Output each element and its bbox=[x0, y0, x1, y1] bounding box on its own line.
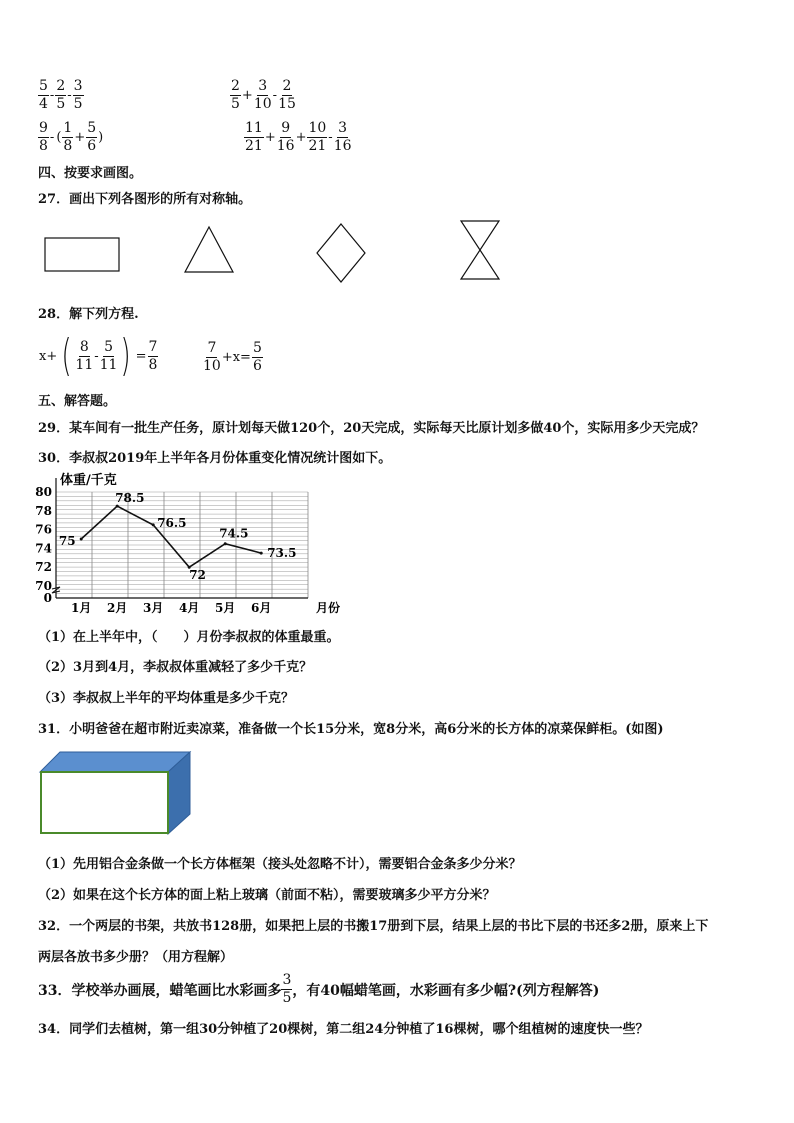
question-31: 31．小明爸爸在超市附近卖凉菜，准备做一个长15分米，宽8分米，高6分米的长方体的凉菜保鲜柜。(如图) bbox=[38, 722, 664, 737]
cuboid-front-face bbox=[41, 772, 168, 833]
y-tick-label: 78 bbox=[35, 503, 52, 518]
question-30-2: （2）3月到4月，李叔叔体重减轻了多少千克？ bbox=[38, 660, 313, 675]
y-tick-label: 76 bbox=[35, 522, 52, 537]
y-tick-label: 72 bbox=[35, 560, 52, 575]
fraction: $\frac{10}{21}$ bbox=[308, 120, 327, 154]
fraction: $\frac{5}{11}$ bbox=[99, 338, 118, 373]
question-33: 33．学校举办画展，蜡笔画比水彩画多 $\frac{3}{5}$ ，有40幅蜡笔画，水彩画有多少幅?(列方程解答) bbox=[38, 972, 600, 1006]
y-tick-label: 0 bbox=[43, 591, 52, 605]
fraction: $\frac{3}{16}$ bbox=[333, 120, 352, 154]
fraction: $\frac{8}{11}$ bbox=[75, 338, 94, 373]
fraction: $\frac{9}{8}$ bbox=[39, 120, 48, 154]
fraction: $\frac{2}{15}$ bbox=[278, 78, 296, 112]
fraction: $\frac{5}{6}$ bbox=[87, 120, 97, 154]
symmetry-shapes bbox=[40, 218, 560, 284]
x-tick-label: 5月 bbox=[215, 601, 236, 615]
equation-2: $\frac{7}{10}$ +x= $\frac{5}{6}$ bbox=[203, 340, 262, 374]
question-30-1: （1）在上半年中，（ ）月份李叔叔的体重最重。 bbox=[38, 630, 340, 645]
cuboid-top-face bbox=[40, 752, 190, 772]
weight-line-chart bbox=[30, 468, 340, 616]
y-tick-label: 80 bbox=[35, 485, 52, 499]
rhombus-shape bbox=[317, 224, 365, 282]
fraction: $\frac{7}{8}$ bbox=[148, 338, 158, 373]
data-label: 75 bbox=[58, 534, 76, 548]
x-tick-label: 1月 bbox=[71, 601, 92, 615]
calc-expression-3: $\frac{9}{8}$ - ( $\frac{1}{8}$ + $\frac{5}{6}$ ) bbox=[39, 120, 104, 154]
fraction: $\frac{5}{6}$ bbox=[252, 340, 262, 374]
data-label: 76.5 bbox=[157, 515, 187, 530]
question-28: 28．解下列方程. bbox=[38, 307, 139, 322]
fraction: $\frac{7}{10}$ bbox=[203, 340, 221, 374]
question-27: 27．画出下列各图形的所有对称轴。 bbox=[38, 192, 252, 207]
y-tick-label: 70 bbox=[35, 579, 52, 593]
x-axis-label: 月份 bbox=[315, 601, 340, 615]
question-29: 29．某车间有一批生产任务，原计划每天做120个，20天完成，实际每天比原计划多做40个，实际用多少天完成？ bbox=[38, 421, 705, 436]
question-31-2: （2）如果在这个长方体的面上粘上玻璃（前面不粘），需要玻璃多少平方分米？ bbox=[38, 888, 496, 903]
data-label: 73.5 bbox=[267, 546, 297, 561]
question-34: 34．同学们去植树，第一组30分钟植了20棵树，第二组24分钟植了16棵树，哪个组植树的速度快一些？ bbox=[38, 1022, 649, 1037]
fraction: $\frac{2}{5}$ bbox=[231, 78, 240, 112]
triangle-shape bbox=[185, 227, 233, 272]
question-30: 30．李叔叔2019年上半年各月份体重变化情况统计图如下。 bbox=[38, 451, 392, 466]
fraction: $\frac{1}{8}$ bbox=[63, 120, 73, 154]
data-point bbox=[152, 523, 155, 526]
x-tick-label: 3月 bbox=[143, 601, 164, 615]
y-axis-label: 体重/千克 bbox=[60, 473, 117, 488]
data-label: 72 bbox=[189, 568, 206, 583]
y-tick-label: 74 bbox=[35, 541, 52, 556]
data-label: 74.5 bbox=[219, 526, 249, 541]
data-point bbox=[260, 552, 263, 555]
section-5-heading: 五、解答题。 bbox=[38, 394, 117, 409]
fraction: $\frac{2}{5}$ bbox=[56, 78, 66, 112]
fraction: $\frac{9}{16}$ bbox=[276, 120, 295, 154]
rectangle-shape bbox=[45, 238, 119, 271]
calc-expression-2: $\frac{2}{5}$ + $\frac{3}{10}$ - $\frac{2}{15}$ bbox=[231, 78, 296, 112]
hourglass-shape bbox=[461, 221, 499, 279]
section-4-heading: 四、按要求画图。 bbox=[38, 166, 143, 181]
x-tick-label: 2月 bbox=[107, 601, 128, 615]
data-label: 78.5 bbox=[115, 491, 145, 506]
calc-expression-1: $\frac{5}{4}$ - $\frac{2}{5}$ - $\frac{3}{5}$ bbox=[39, 78, 83, 112]
fraction: $\frac{11}{21}$ bbox=[245, 120, 263, 154]
fraction: $\frac{3}{5}$ bbox=[73, 78, 83, 112]
equation-1: x+ ( $\frac{8}{11}$ - $\frac{5}{11}$ ) = $\frac{7}{8}$ bbox=[39, 330, 158, 381]
fraction: $\frac{5}{4}$ bbox=[39, 78, 48, 112]
data-point bbox=[80, 538, 83, 541]
question-30-3: （3）李叔叔上半年的平均体重是多少千克？ bbox=[38, 691, 295, 706]
question-31-1: （1）先用铝合金条做一个长方体框架（接头处忽略不计），需要铝合金条多少分米？ bbox=[38, 857, 522, 872]
question-32-line-1: 32．一个两层的书架，共放书128册，如果把上层的书搬17册到下层，结果上层的书比下层的书还多2册，原来上下 bbox=[38, 919, 709, 934]
cuboid-figure bbox=[38, 750, 198, 840]
fraction: $\frac{3}{10}$ bbox=[253, 78, 272, 112]
question-32-line-2: 两层各放书多少册？（用方程解） bbox=[38, 950, 234, 965]
data-point bbox=[224, 542, 227, 545]
calc-expression-4: $\frac{11}{21}$ + $\frac{9}{16}$ + $\frac{10}{21}$ - $\frac{3}{16}$ bbox=[245, 120, 352, 154]
axis-break bbox=[52, 587, 60, 593]
fraction: $\frac{3}{5}$ bbox=[282, 972, 292, 1006]
x-tick-label: 4月 bbox=[179, 601, 200, 615]
x-tick-label: 6月 bbox=[251, 601, 272, 615]
